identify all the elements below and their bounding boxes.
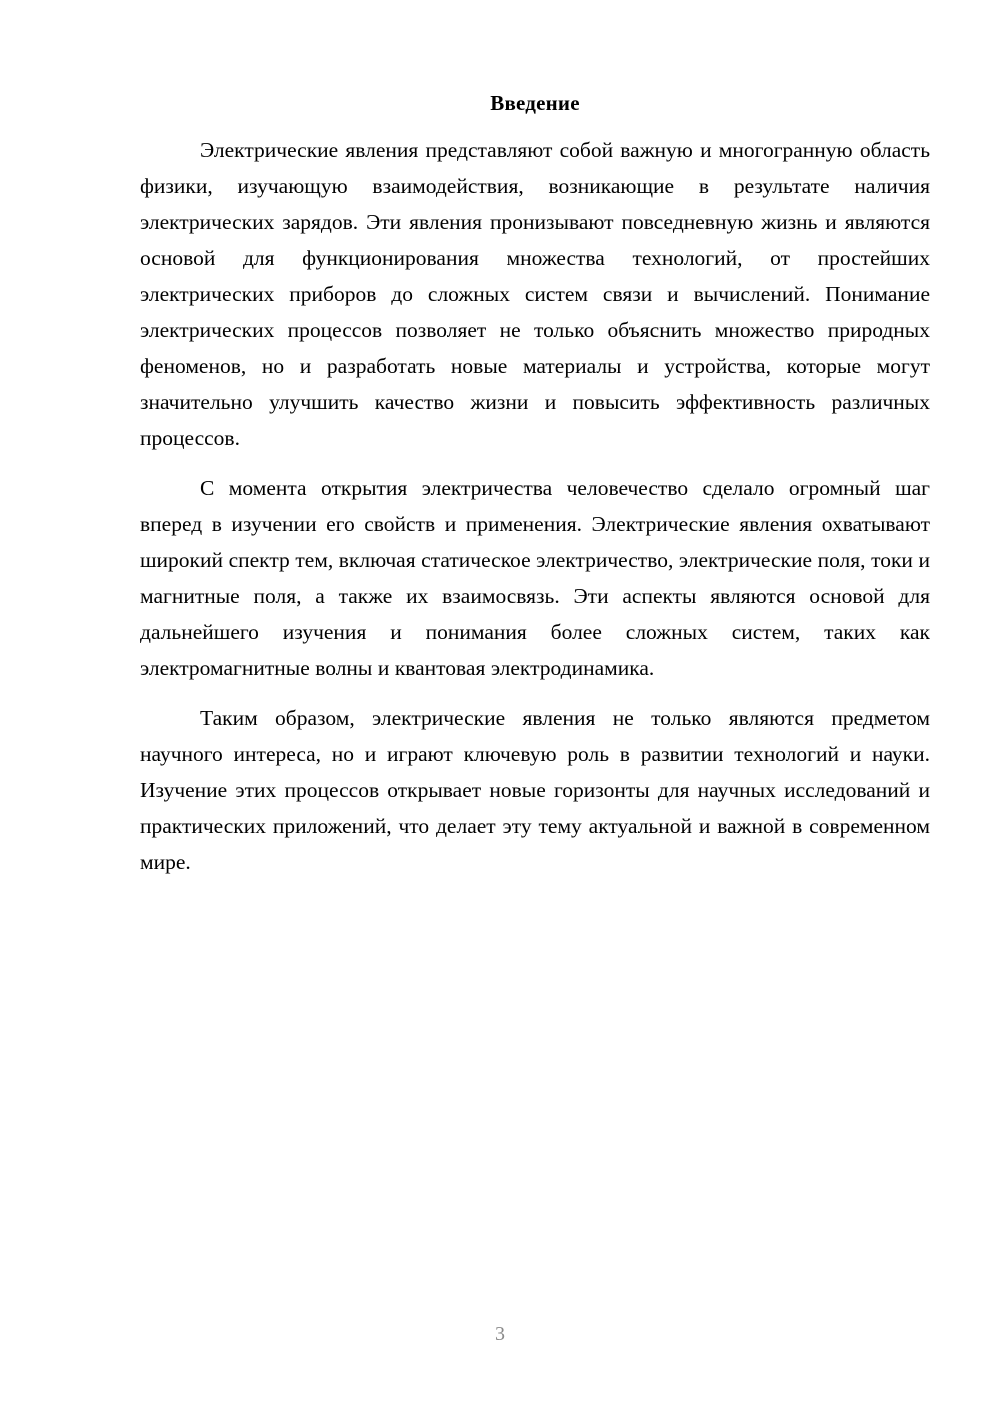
paragraph-3: Таким образом, электрические явления не только являются предметом научного интереса, но и играют ключевую роль в развитии технологий и науки. Изучение этих процессов открывает новые горизонты для научных исследований и практических приложений, что делает эту тему актуальной и важной в современном мире. [140, 706, 930, 874]
paragraph-2: С момента открытия электричества человечество сделало огромный шаг вперед в изучении его свойств и применения. Электрические явления охватывают широкий спектр тем, включая статическое электричество, электрические поля, токи и магнитные поля, а также их взаимосвязь. Эти аспекты являются основой для дальнейшего изучения и понимания более сложных систем, таких как электромагнитные волны и квантовая электродинамика. [140, 476, 930, 680]
document-body [140, 88, 930, 880]
page-number: 3 [495, 1323, 505, 1345]
page-title: Введение [490, 91, 580, 115]
paragraph-1: Электрические явления представляют собой важную и многогранную область физики, изучающую взаимодействия, возникающие в результате наличия электрических зарядов. Эти явления пронизывают повседневную жизнь и являются основой для функционирования множества технологий, от простейших электрических приборов до сложных систем связи и вычислений. Понимание электрических процессов позволяет не только объяснить множество природных феноменов, но и разработать новые материалы и устройства, которые могут значительно улучшить качество жизни и повысить эффективность различных процессов. [140, 138, 930, 450]
